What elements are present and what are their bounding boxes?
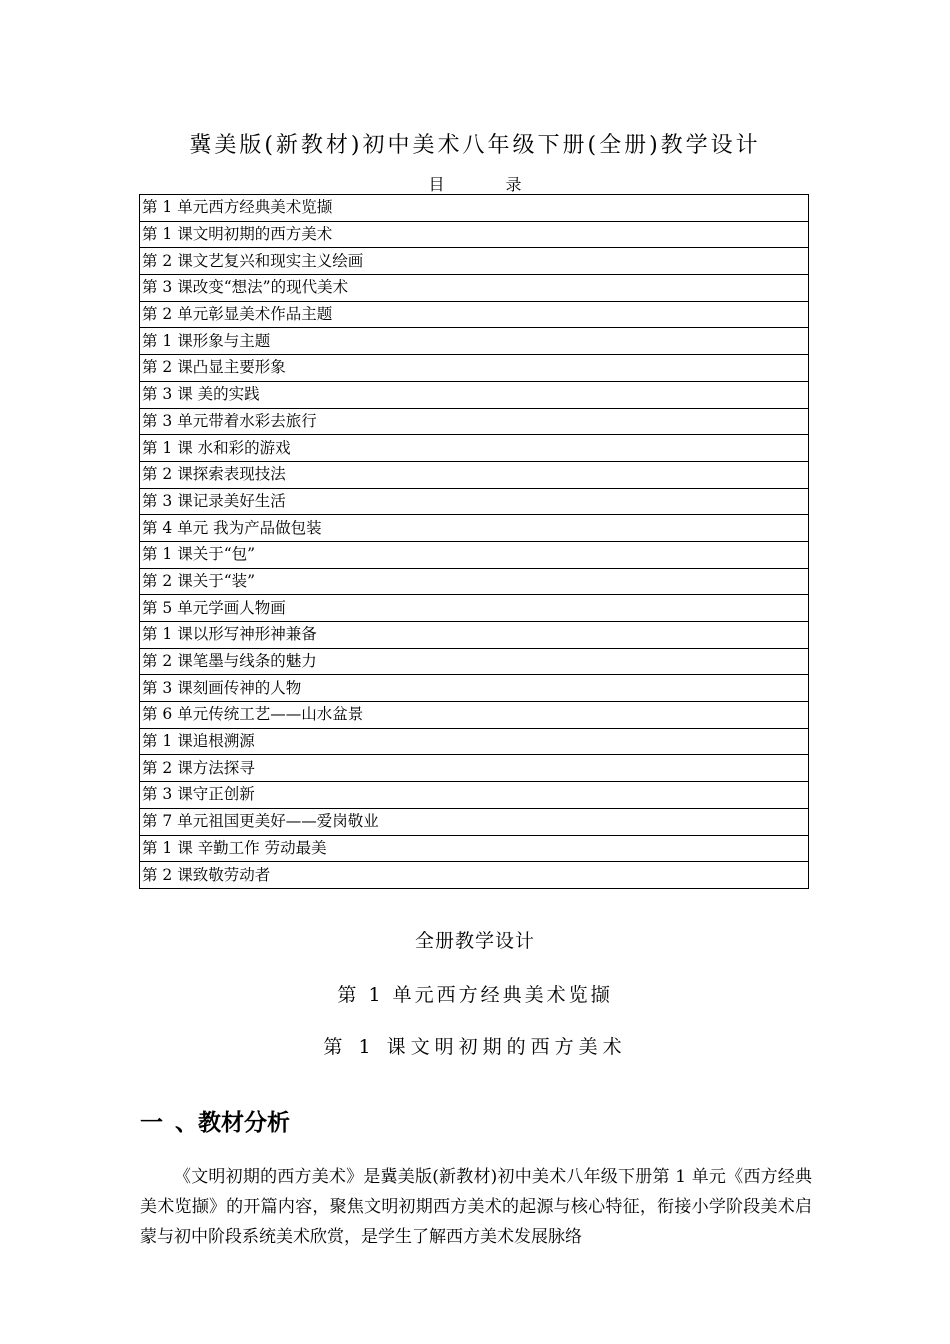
toc-entry: 第 3 课记录美好生活 bbox=[140, 488, 809, 515]
toc-entry: 第 2 课文艺复兴和现实主义绘画 bbox=[140, 248, 809, 275]
toc-entry: 第 2 课方法探寻 bbox=[140, 755, 809, 782]
toc-entry: 第 1 课文明初期的西方美术 bbox=[140, 221, 809, 248]
toc-row bbox=[140, 595, 809, 622]
toc-row bbox=[140, 301, 809, 328]
toc-row bbox=[140, 622, 809, 649]
toc-entry: 第 6 单元传统工艺——山水盆景 bbox=[140, 702, 809, 729]
body-paragraph: 《文明初期的西方美术》是冀美版(新教材)初中美术八年级下册第 1 单元《西方经典美术览撷》的开篇内容，聚焦文明初期西方美术的起源与核心特征，衔接小学阶段美术启蒙与初中阶段系统美术欣赏，是学生了解西方美术发展脉络 bbox=[140, 1167, 812, 1247]
toc-entry: 第 5 单元学画人物画 bbox=[140, 595, 809, 622]
toc-row bbox=[140, 275, 809, 302]
toc-row bbox=[140, 195, 809, 222]
toc-row bbox=[140, 435, 809, 462]
toc-row bbox=[140, 782, 809, 809]
toc-row bbox=[140, 328, 809, 355]
toc-entry: 第 2 课致敬劳动者 bbox=[140, 862, 809, 889]
toc-entry: 第 3 课改变“想法”的现代美术 bbox=[140, 275, 809, 302]
toc-entry: 第 1 单元西方经典美术览撷 bbox=[140, 195, 809, 222]
toc-row bbox=[140, 702, 809, 729]
all-design-heading: 全册教学设计 bbox=[414, 930, 535, 952]
toc-row bbox=[140, 248, 809, 275]
toc-entry: 第 1 课形象与主题 bbox=[140, 328, 809, 355]
toc-entry: 第 3 课 美的实践 bbox=[140, 381, 809, 408]
toc-entry: 第 2 课探索表现技法 bbox=[140, 461, 809, 488]
document-title: 冀美版(新教材)初中美术八年级下册(全册)教学设计 bbox=[189, 133, 761, 158]
toc-entry: 第 1 课追根溯源 bbox=[140, 728, 809, 755]
toc-row bbox=[140, 808, 809, 835]
toc-entry: 第 2 课笔墨与线条的魅力 bbox=[140, 648, 809, 675]
toc-row bbox=[140, 461, 809, 488]
toc-entry: 第 2 单元彰显美术作品主题 bbox=[140, 301, 809, 328]
toc-row bbox=[140, 568, 809, 595]
toc-entry: 第 7 单元祖国更美好——爱岗敬业 bbox=[140, 808, 809, 835]
toc-entry: 第 1 课关于“包” bbox=[140, 541, 809, 568]
toc-heading: 目 录 bbox=[428, 175, 550, 194]
toc-row bbox=[140, 755, 809, 782]
section-title: 、教材分析 bbox=[175, 1110, 290, 1136]
toc-entry: 第 3 课守正创新 bbox=[140, 782, 809, 809]
toc-entry: 第 2 课凸显主要形象 bbox=[140, 355, 809, 382]
toc-row bbox=[140, 648, 809, 675]
toc-entry: 第 1 课 辛勤工作 劳动最美 bbox=[140, 835, 809, 862]
toc-row bbox=[140, 408, 809, 435]
toc-row bbox=[140, 862, 809, 889]
section-heading bbox=[140, 1104, 290, 1137]
unit-heading: 第 1 单元西方经典美术览撷 bbox=[337, 984, 613, 1006]
lesson-heading: 第 1 课文明初期的西方美术 bbox=[323, 1036, 627, 1058]
toc-entry: 第 1 课以形写神形神兼备 bbox=[140, 622, 809, 649]
toc-entry: 第 4 单元 我为产品做包装 bbox=[140, 515, 809, 542]
toc-row bbox=[140, 355, 809, 382]
toc-row bbox=[140, 675, 809, 702]
toc-row bbox=[140, 541, 809, 568]
toc-entry: 第 3 单元带着水彩去旅行 bbox=[140, 408, 809, 435]
toc-row bbox=[140, 728, 809, 755]
toc-entry: 第 1 课 水和彩的游戏 bbox=[140, 435, 809, 462]
toc-row bbox=[140, 488, 809, 515]
table-of-contents bbox=[139, 194, 809, 889]
section-number: 一 bbox=[140, 1110, 163, 1136]
toc-row bbox=[140, 221, 809, 248]
toc-entry: 第 2 课关于“装” bbox=[140, 568, 809, 595]
toc-row bbox=[140, 835, 809, 862]
toc-row bbox=[140, 515, 809, 542]
toc-entry: 第 3 课刻画传神的人物 bbox=[140, 675, 809, 702]
toc-row bbox=[140, 381, 809, 408]
